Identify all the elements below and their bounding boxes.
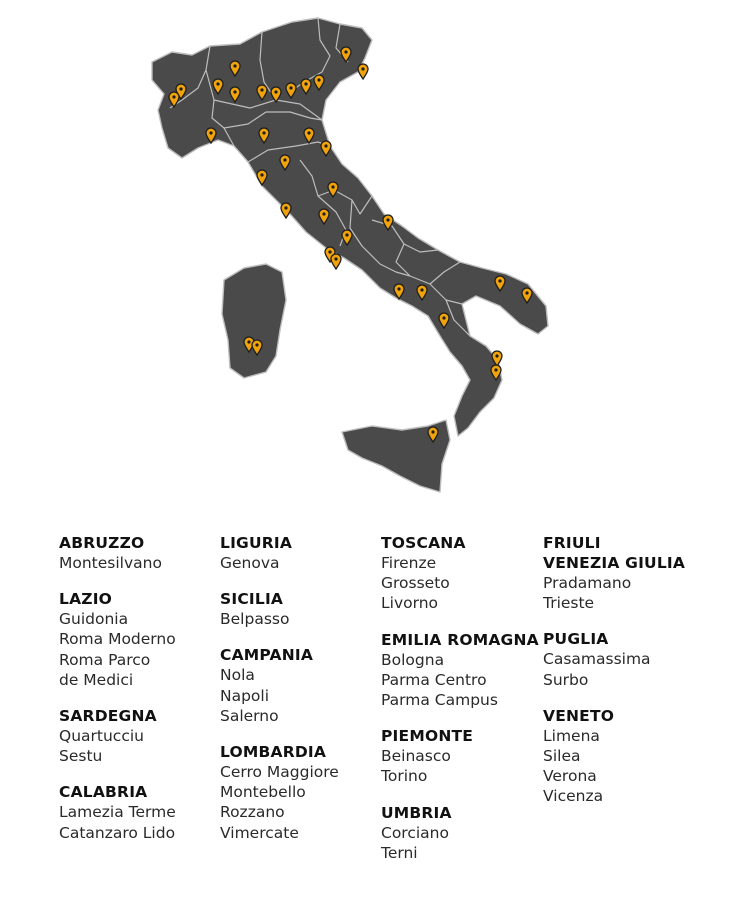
- city-name[interactable]: Montesilvano: [59, 554, 162, 572]
- city-name[interactable]: Parma Centro: [381, 670, 487, 689]
- column-3: [381, 533, 539, 879]
- city-name[interactable]: Livorno: [381, 594, 439, 613]
- region-group: [220, 533, 378, 573]
- store-locations: [59, 533, 739, 913]
- region-group: [59, 782, 217, 842]
- region-group: [220, 742, 378, 843]
- region-group: [543, 706, 701, 807]
- region-group: [220, 645, 378, 726]
- region-group: [381, 726, 539, 786]
- region-group: [543, 629, 701, 689]
- region-title: SICILIA: [220, 590, 284, 609]
- city-name[interactable]: Parma Campus: [381, 691, 498, 710]
- city-name[interactable]: Guidonia: [59, 610, 129, 629]
- column-1: [59, 533, 217, 859]
- region-title-line2: VENEZIA GIULIA: [543, 554, 686, 572]
- city-name[interactable]: Torino: [381, 767, 428, 786]
- map-pin-icon[interactable]: [281, 203, 291, 218]
- city-name[interactable]: Genova: [220, 554, 280, 572]
- region-title: EMILIA ROMAGNA: [381, 630, 539, 649]
- region-title: ABRUZZO: [59, 534, 145, 552]
- city-name[interactable]: Catanzaro Lido: [59, 823, 176, 842]
- region-title: SARDEGNA: [59, 707, 157, 726]
- region-title: PIEMONTE: [381, 727, 474, 746]
- city-name[interactable]: Quartucciu: [59, 727, 144, 746]
- region-group: [381, 803, 539, 863]
- map-pin-icon[interactable]: [331, 254, 341, 269]
- region-title: TOSCANA: [381, 534, 466, 552]
- city-name[interactable]: Rozzano: [220, 803, 285, 822]
- city-name[interactable]: Roma Moderno: [59, 630, 176, 649]
- city-name[interactable]: Roma Parco: [59, 650, 151, 669]
- region-group: [381, 533, 539, 614]
- region-title: LIGURIA: [220, 534, 293, 552]
- region-group: [59, 533, 217, 573]
- city-name[interactable]: Firenze: [381, 554, 437, 572]
- city-name[interactable]: Grosseto: [381, 574, 450, 593]
- sardinia: [222, 264, 286, 378]
- region-title: PUGLIA: [543, 630, 609, 649]
- region-title: UMBRIA: [381, 803, 452, 822]
- city-name[interactable]: Vicenza: [543, 787, 604, 806]
- city-name[interactable]: Sestu: [59, 747, 103, 766]
- city-name[interactable]: Surbo: [543, 670, 589, 689]
- city-name[interactable]: Terni: [381, 843, 418, 862]
- city-name[interactable]: Lamezia Terme: [59, 803, 176, 822]
- city-name[interactable]: Silea: [543, 747, 581, 766]
- region-title: VENETO: [543, 706, 615, 725]
- map-pin-icon[interactable]: [358, 64, 368, 79]
- region-title: LAZIO: [59, 590, 113, 609]
- city-name[interactable]: Nola: [220, 666, 255, 685]
- region-title: CALABRIA: [59, 783, 148, 802]
- city-name[interactable]: Salerno: [220, 706, 279, 725]
- city-name[interactable]: Trieste: [543, 594, 595, 613]
- city-name[interactable]: Napoli: [220, 686, 270, 705]
- city-name[interactable]: Vimercate: [220, 823, 299, 842]
- region-group: [543, 533, 701, 613]
- column-2: [220, 533, 378, 859]
- region-group: [59, 589, 217, 690]
- city-name[interactable]: Pradamano: [543, 574, 632, 592]
- region-group: [220, 589, 378, 629]
- column-4: [543, 533, 701, 823]
- city-name[interactable]: Corciano: [381, 823, 449, 842]
- region-title: CAMPANIA: [220, 646, 314, 665]
- region-group: [59, 706, 217, 766]
- city-name[interactable]: Beinasco: [381, 747, 451, 766]
- city-name[interactable]: Limena: [543, 726, 600, 745]
- city-name[interactable]: Casamassima: [543, 650, 651, 669]
- city-name[interactable]: Verona: [543, 767, 597, 786]
- region-title: LOMBARDIA: [220, 743, 327, 762]
- city-name[interactable]: Cerro Maggiore: [220, 763, 339, 782]
- city-name[interactable]: de Medici: [59, 670, 134, 689]
- region-group: [381, 630, 539, 711]
- city-name[interactable]: Montebello: [220, 783, 306, 802]
- city-name[interactable]: Bologna: [381, 650, 445, 669]
- city-name[interactable]: Belpasso: [220, 610, 290, 629]
- region-title: FRIULI: [543, 534, 601, 552]
